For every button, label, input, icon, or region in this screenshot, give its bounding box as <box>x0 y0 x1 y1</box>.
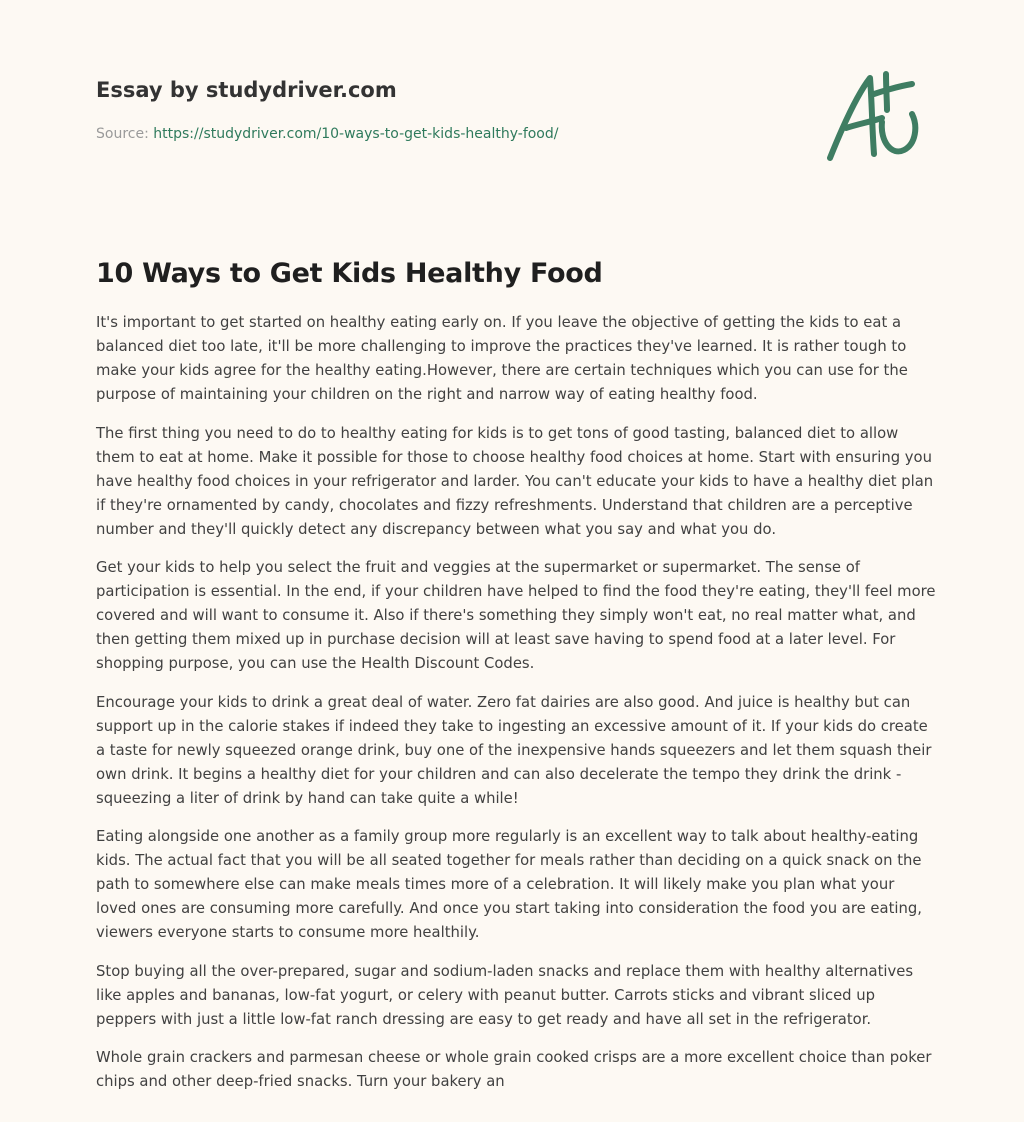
a-plus-logo-icon <box>820 66 930 166</box>
site-title: Essay by studydriver.com <box>96 78 397 102</box>
paragraph: The first thing you need to do to healthy eating for kids is to get tons of good tasting, balanced diet to allow them to eat at home. Make it possible for those to choose healthy food choices at home. Start with ensuring you have healthy food choices in your refrigerator and larder. You can't educate your kids to have a healthy diet plan if they're ornamented by candy, chocolates and fizzy refreshments. Understand that children are a perceptive number and they'll quickly detect any discrepancy between what you say and what you do. <box>96 424 934 538</box>
paragraph: It's important to get started on healthy eating early on. If you leave the objective of getting the kids to eat a balanced diet too late, it'll be more challenging to improve the practices they've learned. It is rather tough to make your kids agree for the healthy eating.However, there are certain techniques which you can use for the purpose of maintaining your children on the right and narrow way of eating healthy food. <box>96 314 908 403</box>
article-title: 10 Ways to Get Kids Healthy Food <box>96 258 603 289</box>
paragraph: Stop buying all the over-prepared, sugar and sodium-laden snacks and replace them with healthy alternatives like apples and bananas, low-fat yogurt, or celery with peanut butter. Carrots sticks and vibrant sliced up peppers with just a little low-fat ranch dressing are easy to get ready and have all set in the refrigerator. <box>96 962 914 1028</box>
letter-a-stroke <box>830 78 874 158</box>
a-plus-logo-svg <box>820 66 930 166</box>
paragraph: Whole grain crackers and parmesan cheese or whole grain cooked crisps are a more excellent choice than poker chips and other deep-fried snacks. Turn your bakery an <box>96 1049 932 1090</box>
article <box>96 252 936 1109</box>
plus-horizontal <box>874 84 912 94</box>
source-label: Source: <box>96 126 154 142</box>
swoosh-stroke <box>882 114 915 151</box>
source-line <box>96 124 796 144</box>
essay-header <box>96 76 796 144</box>
paragraph: Eating alongside one another as a family group more regularly is an excellent way to talk about healthy-eating kids. The actual fact that you will be all seated together for meals rather than deciding on a quick snack on the path to somewhere else can make meals times more of a celebration. It will likely make you plan what your loved ones are consuming more carefully. And once you start taking into consideration the food you are eating, viewers everyone starts to consume more healthily. <box>96 828 922 941</box>
paragraph: Get your kids to help you select the fruit and veggies at the supermarket or supermarket. The sense of participation is essential. In the end, if your children have helped to find the food they're eating, they'll feel more covered and will want to consume it. Also if there's something they simply won't eat, no real matter what, and then getting them mixed up in purchase decision will at least save having to spend food at a later level. For shopping purpose, you can use the Health Discount Codes. <box>96 559 936 672</box>
letter-a-crossbar <box>846 118 882 128</box>
source-link[interactable]: https://studydriver.com/10-ways-to-get-kids-healthy-food/ <box>153 126 559 142</box>
paragraph: Encourage your kids to drink a great deal of water. Zero fat dairies are also good. And juice is healthy but can support up in the calorie stakes if indeed they take to ingesting an excessive amount of it. If your kids do create a taste for newly squeezed orange drink, buy one of the inexpensive hands squeezers and let them squash their own drink. It begins a healthy diet for your children and can also decelerate the tempo they drink the drink - squeezing a liter of drink by hand can take quite a while! <box>96 693 932 807</box>
